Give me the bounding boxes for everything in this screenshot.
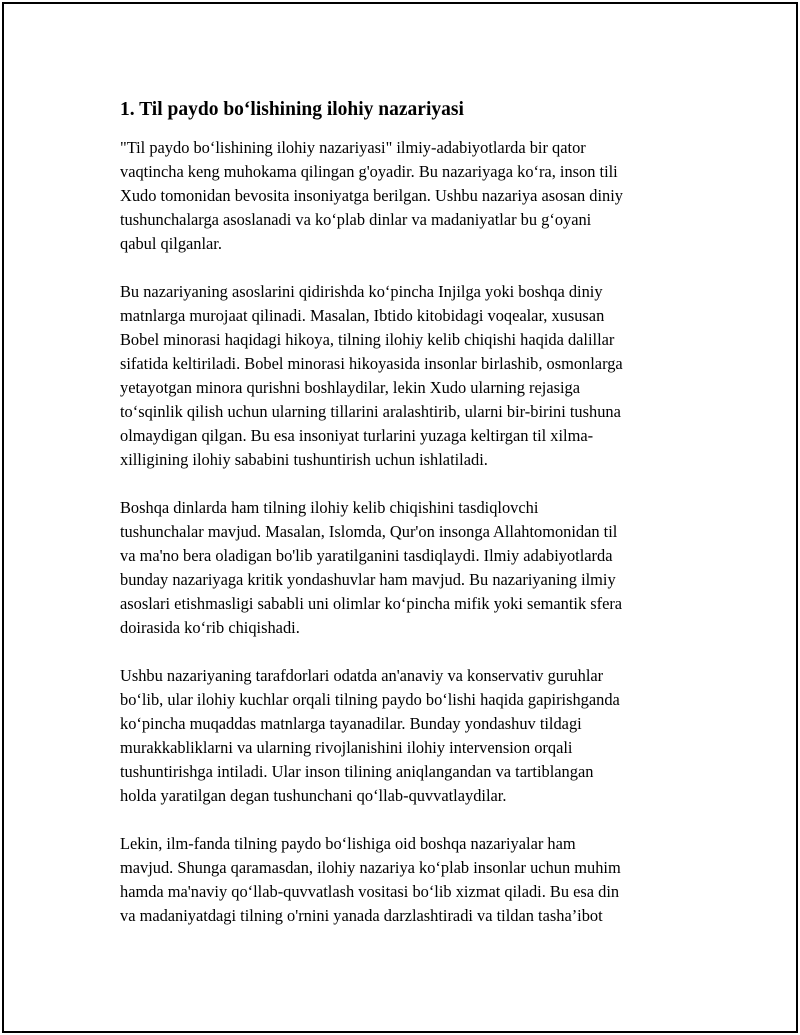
paragraph-3 [120,496,690,640]
text-line: Lekin, ilm-fanda tilning paydo bo‘lishiga oid boshqa nazariyalar ham [120,834,576,853]
paragraph-5 [120,832,690,928]
section-heading: 1. Til paydo bo‘lishining ilohiy nazariyasi [120,99,464,120]
text-line: Xudo tomonidan bevosita insoniyatga berilgan. Ushbu nazariya asosan diniy [120,186,623,205]
text-line: tushunchalarga asoslanadi va ko‘plab dinlar va madaniyatlar bu g‘oyani [120,210,592,229]
text-line: "Til paydo bo‘lishining ilohiy nazariyasi" ilmiy-adabiyotlarda bir qator [120,138,586,157]
text-line: matnlarga murojaat qilinadi. Masalan, Ibtido kitobidagi voqealar, xususan [120,306,605,325]
text-line: to‘sqinlik qilish uchun ularning tillarini aralashtirib, ularni bir-birini tushuna [120,402,621,421]
document-body [120,96,690,952]
text-line: murakkabliklarni va ularning rivojlanishini ilohiy intervension orqali [120,738,573,757]
text-line: qabul qilganlar. [120,234,222,253]
text-line: bunday nazariyaga kritik yondashuvlar ham mavjud. Bu nazariyaning ilmiy [120,570,616,589]
text-line: va madaniyatdagi tilning o'rnini yanada darzlashtiradi va tildan tasha’ibot [120,906,603,925]
text-line: bo‘lib, ular ilohiy kuchlar orqali tilning paydo bo‘lishi haqida gapirishganda [120,690,620,709]
paragraph-4 [120,664,690,808]
text-line: yetayotgan minora qurishni boshlaydilar, lekin Xudo ularning rejasiga [120,378,580,397]
text-line: mavjud. Shunga qaramasdan, ilohiy nazariya ko‘plab insonlar uchun muhim [120,858,621,877]
text-line: olmaydigan qilgan. Bu esa insoniyat turlarini yuzaga keltirgan til xilma- [120,426,594,445]
text-line: xilligining ilohiy sababini tushuntirish uchun ishlatiladi. [120,450,488,469]
text-line: Boshqa dinlarda ham tilning ilohiy kelib chiqishini tasdiqlovchi [120,498,539,517]
text-line: doirasida ko‘rib chiqishadi. [120,618,300,637]
paragraph-1 [120,136,690,256]
text-line: holda yaratilgan degan tushunchani qo‘llab-quvvatlaydilar. [120,786,507,805]
text-line: tushunchalar mavjud. Masalan, Islomda, Qur'on insonga Allahtomonidan til [120,522,618,541]
text-line: sifatida keltiriladi. Bobel minorasi hikoyasida insonlar birlashib, osmonlarga [120,354,623,373]
text-line: tushuntirishga intiladi. Ular inson tilining aniqlangandan va tartiblangan [120,762,594,781]
text-line: va ma'no bera oladigan bo'lib yaratilganini tasdiqlaydi. Ilmiy adabiyotlarda [120,546,613,565]
text-line: vaqtincha keng muhokama qilingan g'oyadir. Bu nazariyaga ko‘ra, inson tili [120,162,618,181]
text-line: Bu nazariyaning asoslarini qidirishda ko‘pincha Injilga yoki boshqa diniy [120,282,603,301]
text-line: Ushbu nazariyaning tarafdorlari odatda an'anaviy va konservativ guruhlar [120,666,604,685]
paragraph-2 [120,280,690,472]
text-line: Bobel minorasi haqidagi hikoya, tilning ilohiy kelib chiqishi haqida dalillar [120,330,615,349]
text-line: hamda ma'naviy qo‘llab-quvvatlash vositasi bo‘lib xizmat qiladi. Bu esa din [120,882,620,901]
text-line: ko‘pincha muqaddas matnlarga tayanadilar. Bunday yondashuv tildagi [120,714,582,733]
page-frame [2,2,798,1033]
text-line: asoslari etishmasligi sababli uni olimlar ko‘pincha mifik yoki semantik sfera [120,594,623,613]
